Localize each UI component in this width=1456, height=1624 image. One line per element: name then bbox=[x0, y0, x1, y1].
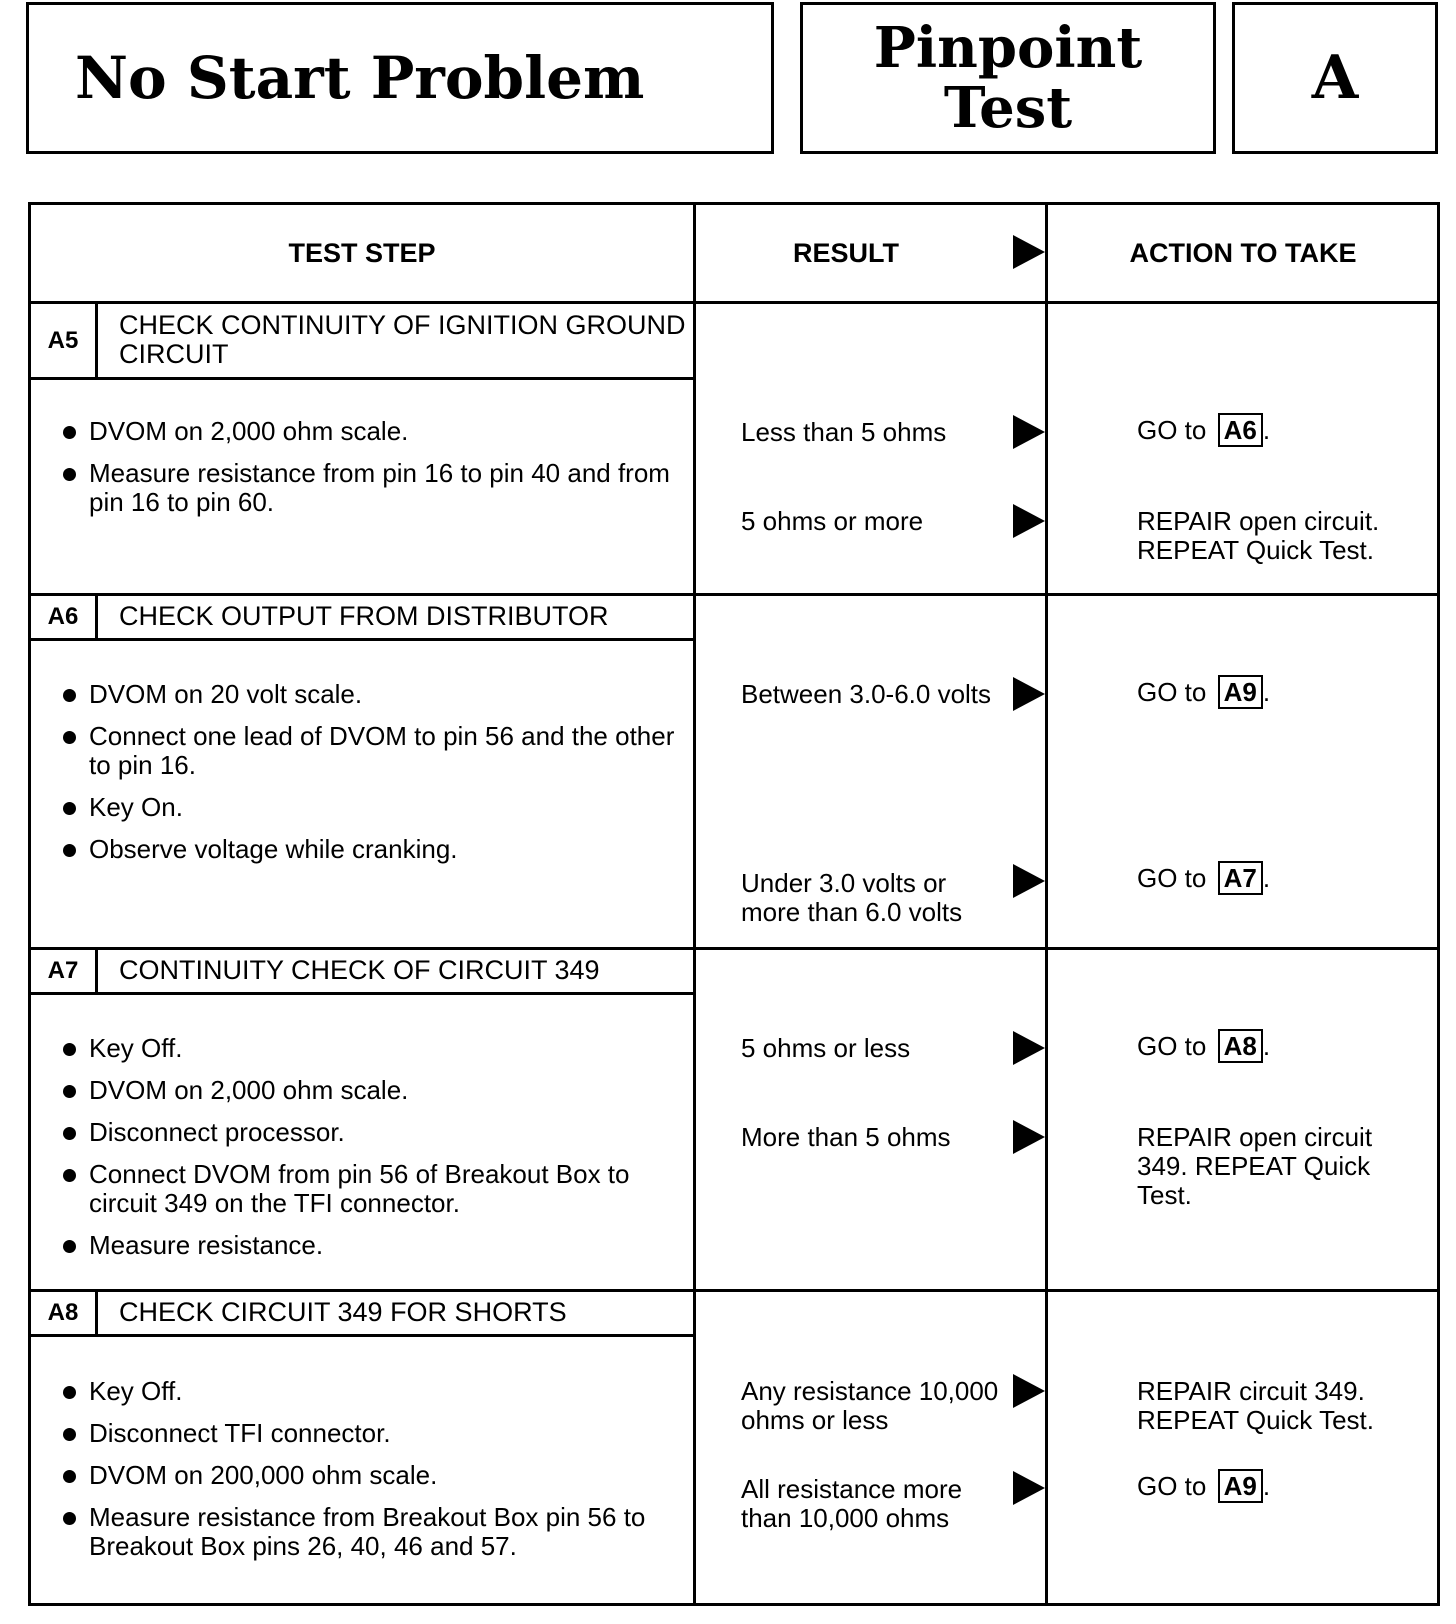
action-a5-1 bbox=[1137, 413, 1437, 447]
step-title-a7: CONTINUITY CHECK OF CIRCUIT 349 bbox=[119, 955, 600, 985]
step-id-a5: A5 bbox=[47, 326, 79, 354]
goto-ref-a9[interactable]: A9 bbox=[1218, 1469, 1263, 1503]
header-arrow-icon bbox=[1013, 235, 1045, 269]
page-title-box bbox=[26, 2, 774, 154]
result-arrow-icon bbox=[1013, 1374, 1045, 1408]
list-item: DVOM on 200,000 ohm scale. bbox=[59, 1461, 699, 1490]
step-id-divider bbox=[95, 1292, 98, 1334]
result-arrow-icon bbox=[1013, 1471, 1045, 1505]
action-suffix: . bbox=[1262, 1471, 1271, 1501]
action-text: GO to bbox=[1137, 415, 1207, 445]
list-item: DVOM on 2,000 ohm scale. bbox=[59, 1076, 699, 1105]
test-type-box bbox=[800, 2, 1216, 154]
test-letter: A bbox=[1311, 43, 1359, 113]
result-arrow-icon bbox=[1013, 415, 1045, 449]
step-title-divider bbox=[31, 638, 693, 641]
result-arrow-icon bbox=[1013, 504, 1045, 538]
list-item: Measure resistance from Breakout Box pin 56 to Breakout Box pins 26, 40, 46 and 57. bbox=[59, 1503, 699, 1561]
action-a7-2: REPAIR open circuit 349. REPEAT Quick Test. bbox=[1137, 1122, 1373, 1210]
action-suffix: . bbox=[1262, 1031, 1271, 1061]
list-item: Disconnect processor. bbox=[59, 1118, 699, 1147]
step-title-a6: CHECK OUTPUT FROM DISTRIBUTOR bbox=[119, 601, 609, 631]
column-header-action: ACTION TO TAKE bbox=[1129, 237, 1357, 268]
step-id-a7: A7 bbox=[47, 957, 79, 984]
goto-ref-a7[interactable]: A7 bbox=[1218, 861, 1263, 895]
column-header-result: RESULT bbox=[793, 237, 899, 268]
action-text: GO to bbox=[1137, 677, 1207, 707]
page-title: No Start Problem bbox=[75, 44, 645, 112]
goto-ref-a9[interactable]: A9 bbox=[1218, 675, 1263, 709]
column-divider-2 bbox=[1045, 205, 1048, 1603]
result-arrow-icon bbox=[1013, 1031, 1045, 1065]
result-a6-1: Between 3.0-6.0 volts bbox=[741, 679, 992, 709]
section-divider bbox=[31, 1289, 1437, 1292]
step-id-divider bbox=[95, 304, 98, 377]
list-item: Measure resistance. bbox=[59, 1231, 699, 1260]
test-type-line2: Test bbox=[943, 75, 1073, 141]
list-item: Observe voltage while cranking. bbox=[59, 835, 699, 864]
result-arrow-icon bbox=[1013, 677, 1045, 711]
column-header-test-step: TEST STEP bbox=[288, 237, 436, 268]
step-id-a8: A8 bbox=[47, 1299, 79, 1326]
list-item: Connect one lead of DVOM to pin 56 and the other to pin 16. bbox=[59, 722, 699, 780]
list-item: Connect DVOM from pin 56 of Breakout Box to circuit 349 on the TFI connector. bbox=[59, 1160, 699, 1218]
step-title-a5: CHECK CONTINUITY OF IGNITION GROUND CIRCUIT bbox=[119, 310, 686, 369]
action-text: GO to bbox=[1137, 1471, 1207, 1501]
result-a5-1: Less than 5 ohms bbox=[741, 417, 947, 447]
step-list-a8 bbox=[59, 1377, 699, 1574]
action-a8-2 bbox=[1137, 1469, 1437, 1503]
list-item: Measure resistance from pin 16 to pin 40 and from pin 16 to pin 60. bbox=[59, 459, 699, 517]
result-arrow-icon bbox=[1013, 1120, 1045, 1154]
result-a5-2: 5 ohms or more bbox=[741, 506, 924, 536]
action-a6-1 bbox=[1137, 675, 1437, 709]
list-item: Key Off. bbox=[59, 1377, 699, 1406]
result-a7-1: 5 ohms or less bbox=[741, 1033, 911, 1063]
list-item: DVOM on 20 volt scale. bbox=[59, 680, 699, 709]
pinpoint-test-table bbox=[28, 202, 1440, 1606]
test-letter-box bbox=[1232, 2, 1438, 154]
action-text: GO to bbox=[1137, 1031, 1207, 1061]
step-title-a8: CHECK CIRCUIT 349 FOR SHORTS bbox=[119, 1297, 567, 1327]
result-arrow-icon bbox=[1013, 864, 1045, 898]
action-a7-1 bbox=[1137, 1029, 1437, 1063]
list-item: Key Off. bbox=[59, 1034, 699, 1063]
step-id-divider bbox=[95, 596, 98, 638]
step-title-divider bbox=[31, 377, 693, 380]
result-a8-2: All resistance more than 10,000 ohms bbox=[741, 1474, 963, 1533]
action-suffix: . bbox=[1262, 415, 1271, 445]
action-suffix: . bbox=[1262, 677, 1271, 707]
action-a5-2: REPAIR open circuit. REPEAT Quick Test. bbox=[1137, 506, 1380, 565]
step-id-divider bbox=[95, 950, 98, 992]
step-title-divider bbox=[31, 992, 693, 995]
goto-ref-a8[interactable]: A8 bbox=[1218, 1029, 1263, 1063]
step-title-divider bbox=[31, 1334, 693, 1337]
step-list-a7 bbox=[59, 1034, 699, 1273]
step-id-a6: A6 bbox=[47, 603, 79, 630]
list-item: Key On. bbox=[59, 793, 699, 822]
list-item: Disconnect TFI connector. bbox=[59, 1419, 699, 1448]
step-list-a6 bbox=[59, 680, 699, 877]
action-text: GO to bbox=[1137, 863, 1207, 893]
list-item: DVOM on 2,000 ohm scale. bbox=[59, 417, 699, 446]
section-divider bbox=[31, 947, 1437, 950]
action-suffix: . bbox=[1262, 863, 1271, 893]
result-a8-1: Any resistance 10,000 ohms or less bbox=[741, 1376, 999, 1435]
step-list-a5 bbox=[59, 417, 699, 530]
header-divider bbox=[31, 301, 1437, 304]
section-divider bbox=[31, 593, 1437, 596]
action-a8-1: REPAIR circuit 349. REPEAT Quick Test. bbox=[1137, 1376, 1374, 1435]
goto-ref-a6[interactable]: A6 bbox=[1218, 413, 1263, 447]
test-type-line1: Pinpoint bbox=[873, 15, 1143, 81]
result-a6-2: Under 3.0 volts or more than 6.0 volts bbox=[741, 868, 963, 927]
action-a6-2 bbox=[1137, 861, 1437, 895]
result-a7-2: More than 5 ohms bbox=[741, 1122, 951, 1152]
